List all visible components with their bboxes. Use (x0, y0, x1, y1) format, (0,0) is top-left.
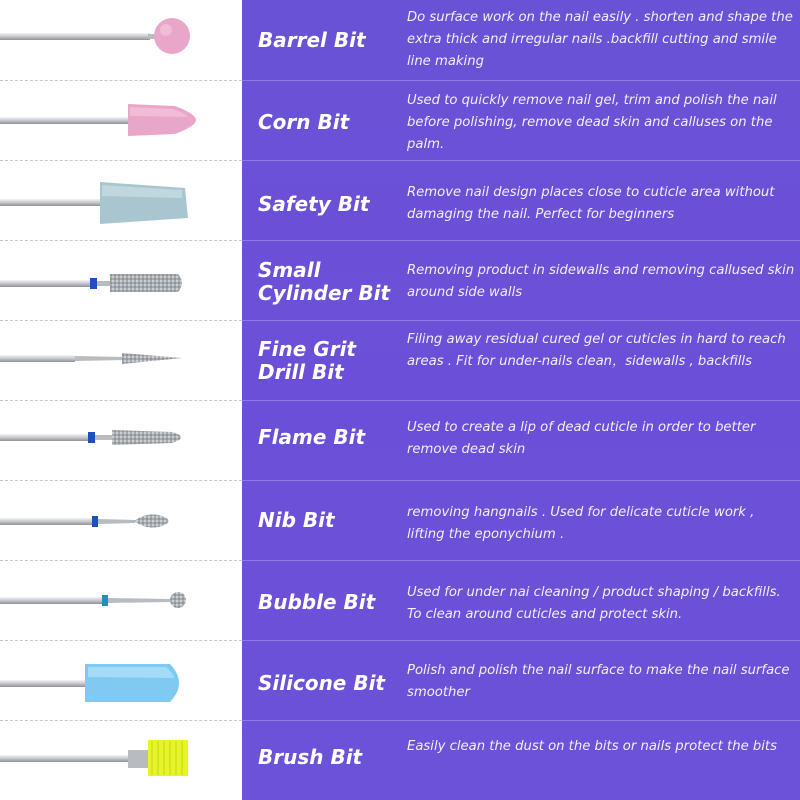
bit-name-line: Bubble Bit (258, 590, 376, 614)
silicone-bit-icon (0, 640, 242, 720)
bit-name-small-cylinder (258, 259, 390, 305)
bit-desc-brush: Easily clean the dust on the bits or nails protect the bits (407, 739, 777, 754)
bit-name-silicone (258, 672, 385, 695)
bit-name-line: Barrel Bit (258, 28, 366, 52)
nib-bit-icon (0, 480, 242, 560)
bit-name-line: Nib Bit (258, 508, 335, 532)
bit-name-line: Drill Bit (258, 360, 344, 384)
bit-name-line: Brush Bit (258, 745, 363, 769)
fine-grit-drill-bit-icon (0, 320, 242, 400)
bit-desc-bubble: Used for under nai cleaning / product shaping / backfills. To clean around cuticles and protect skin. (407, 585, 781, 622)
bit-row-barrel (0, 0, 800, 80)
bit-desc-nib: removing hangnails . Used for delicate cuticle work , lifting the eponychium . (407, 505, 755, 542)
bit-row-silicone (0, 640, 800, 720)
bit-row-nib (0, 480, 800, 560)
bit-name-line: Corn Bit (258, 110, 350, 134)
bit-desc-corn: Used to quickly remove nail gel, trim and polish the nail before polishing, remove dead skin and calluses on the palm. (407, 93, 777, 152)
bit-row-safety (0, 160, 800, 240)
corn-bit-icon (0, 80, 242, 160)
bit-name-safety (258, 193, 369, 216)
bit-desc-silicone: Polish and polish the nail surface to make the nail surface smoother (407, 663, 790, 700)
bit-row-corn (0, 80, 800, 160)
bubble-bit-icon (0, 560, 242, 640)
bit-name-line: Silicone Bit (258, 671, 385, 695)
barrel-bit-icon (0, 0, 242, 80)
bit-name-flame (258, 426, 365, 449)
bit-name-brush (258, 746, 362, 769)
bit-name-line: Flame Bit (258, 425, 366, 449)
bit-desc-safety: Remove nail design places close to cuticle area without damaging the nail. Perfect for beginners (407, 185, 775, 222)
bit-name-nib (258, 509, 335, 532)
bit-name-corn (258, 111, 349, 134)
bit-name-line: Small (258, 258, 321, 282)
bit-name-line: Cylinder Bit (258, 281, 391, 305)
bit-row-fine-grit (0, 320, 800, 400)
bit-name-line: Fine Grit (258, 337, 356, 361)
bit-row-small-cylinder (0, 240, 800, 320)
bit-row-brush (0, 720, 800, 800)
bit-name-barrel (258, 29, 366, 52)
bit-desc-barrel: Do surface work on the nail easily . shorten and shape the extra thick and irregular nails .backfill cutting and smile line making (407, 10, 793, 69)
bit-name-bubble (258, 591, 375, 614)
bit-desc-flame: Used to create a lip of dead cuticle in order to better remove dead skin (407, 420, 756, 457)
bit-row-flame (0, 400, 800, 480)
flame-bit-icon (0, 400, 242, 480)
bit-desc-fine-grit: Filing away residual cured gel or cuticles in hard to reach areas . Fit for under-nails clean，sidewalls , backfills (407, 332, 786, 369)
bit-name-line: Safety Bit (258, 192, 370, 216)
safety-bit-icon (0, 160, 242, 240)
brush-bit-icon (0, 720, 242, 800)
small-cylinder-bit-icon (0, 240, 242, 320)
bit-desc-small-cylinder: Removing product in sidewalls and removing callused skin around side walls (407, 263, 795, 300)
bit-row-bubble (0, 560, 800, 640)
bit-name-fine-grit (258, 338, 356, 384)
